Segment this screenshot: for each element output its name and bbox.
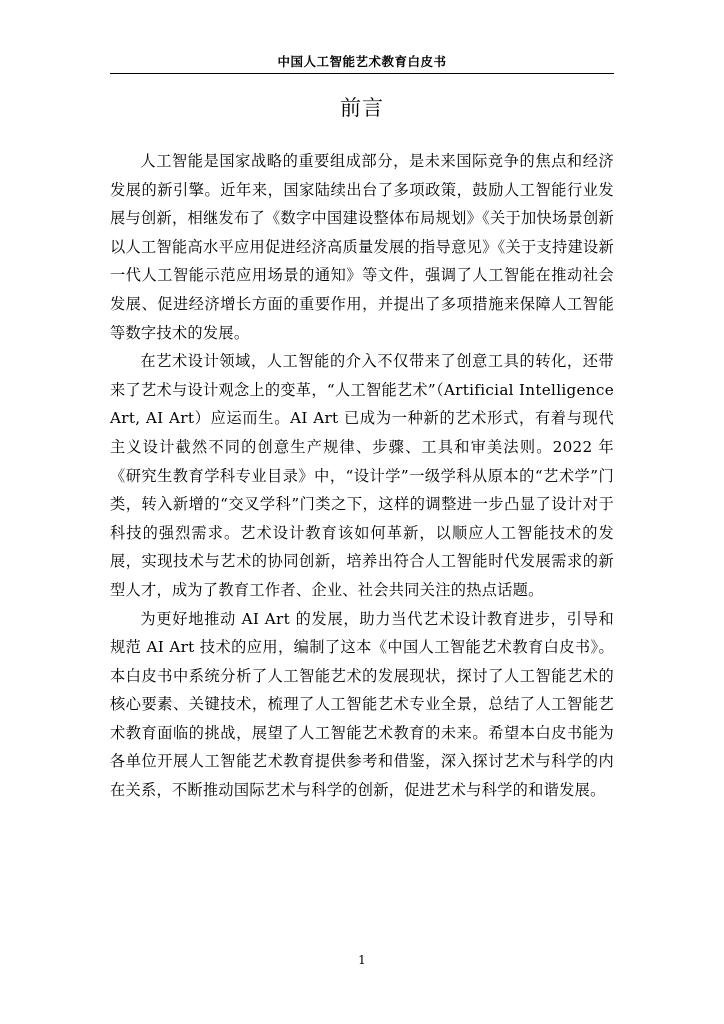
page-number: 1: [358, 953, 366, 967]
running-header: 中国人工智能艺术教育白皮书: [277, 54, 447, 69]
paragraph-2: 在艺术设计领域，人工智能的介入不仅带来了创意工具的转化，还带来了艺术与设计观念上的变革，“人工智能艺术”（Artificial Intelligence Art, AI Art）应运而生。AI Art 已成为一种新的艺术形式，有着与现代主义设计截然不同的创意生产规律、步骤、工具和审美法则。2022 年《研究生教育学科专业目录》中，“设计学”一级学科从原本的“艺术学”门类，转入新增的“交叉学科”门类之下，这样的调整进一步凸显了设计对于科技的强烈需求。艺术设计教育该如何革新，以顺应人工智能技术的发展，实现技术与艺术的协同创新，培养出符合人工智能时代发展需求的新型人才，成为了教育工作者、企业、社会共同关注的热点话题。: [110, 352, 614, 599]
body-text: [110, 147, 614, 805]
page-title: 前言: [340, 96, 384, 120]
header-rule: [110, 73, 614, 74]
paragraph-1: 人工智能是国家战略的重要组成部分，是未来国际竞争的焦点和经济发展的新引擎。近年来，国家陆续出台了多项政策，鼓励人工智能行业发展与创新，相继发布了《数字中国建设整体布局规划》《关于加快场景创新以人工智能高水平应用促进经济高质量发展的指导意见》《关于支持建设新一代人工智能示范应用场景的通知》等文件，强调了人工智能在推动社会发展、促进经济增长方面的重要作用，并提出了多项措施来保障人工智能等数字技术的发展。: [110, 152, 614, 342]
paragraph-3: 为更好地推动 AI Art 的发展，助力当代艺术设计教育进步，引导和规范 AI Art 技术的应用，编制了这本《中国人工智能艺术教育白皮书》。本白皮书中系统分析了人工智能艺术的发展现状，探讨了人工智能艺术的核心要素、关键技术，梳理了人工智能艺术专业全景，总结了人工智能艺术教育面临的挑战，展望了人工智能艺术教育的未来。希望本白皮书能为各单位开展人工智能艺术教育提供参考和借鉴，深入探讨艺术与科学的内在关系，不断推动国际艺术与科学的创新，促进艺术与科学的和谐发展。: [110, 609, 614, 800]
